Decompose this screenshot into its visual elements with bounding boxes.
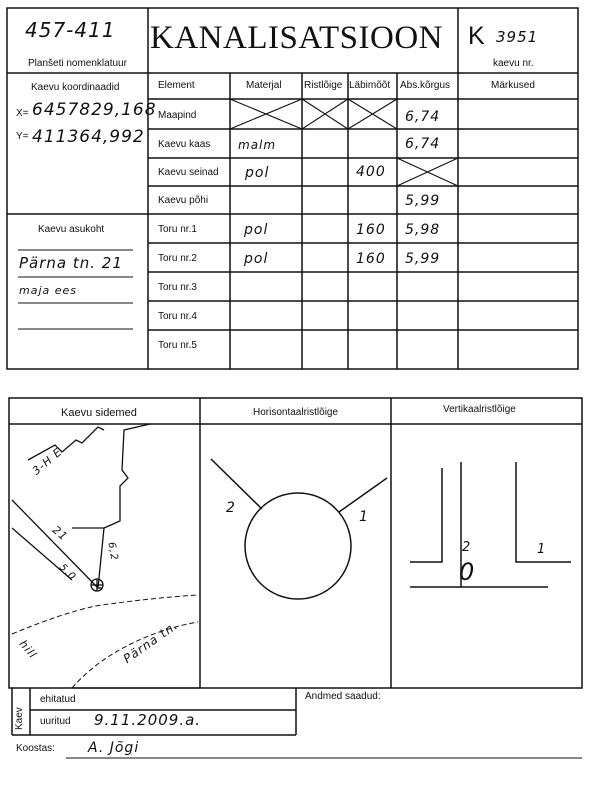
col-vertical-title: Vertikaalristlõige (443, 404, 516, 415)
well-number: 3951 (496, 28, 539, 46)
row-height: 6,74 (405, 136, 441, 152)
dimension-62: 6,2 (105, 541, 120, 562)
row-diameter: 160 (356, 222, 386, 238)
row-height: 5,99 (405, 193, 441, 209)
dimension-50: 5,0 (56, 561, 79, 584)
vertical-pipe-2: 2 (462, 540, 472, 555)
compiled-by-signature: A. Jõgi (88, 740, 140, 756)
horizontal-section (211, 459, 387, 599)
row-element: Toru nr.4 (158, 311, 197, 322)
header-section: Ristlõige (304, 80, 343, 91)
col-horizontal-title: Horisontaalristlõige (253, 407, 339, 418)
col-connections-title: Kaevu sidemed (61, 407, 137, 419)
well-side-label: Kaev (14, 707, 25, 730)
vertical-section (410, 462, 571, 587)
well-number-label: kaevu nr. (493, 58, 534, 69)
row-element: Kaevu kaas (158, 139, 211, 150)
row-element: Kaevu põhi (158, 195, 209, 206)
row-element: Toru nr.1 (158, 224, 197, 235)
y-coordinate: 411364,992 (32, 127, 145, 147)
coordinates-label: Kaevu koordinaadid (31, 82, 120, 93)
dimension-21: 21 (49, 523, 71, 544)
header-abs-height: Abs.kõrgus (400, 80, 451, 91)
horizontal-pipe-2: 2 (226, 500, 236, 516)
vertical-pipe-1: 1 (537, 542, 547, 557)
surveyed-date: 9.11.2009.a. (94, 711, 202, 729)
location-line-1: Pärna tn. 21 (19, 254, 123, 272)
header-material: Materjal (246, 80, 282, 91)
header-element: Element (158, 80, 195, 91)
location-label: Kaevu asukoht (38, 224, 105, 235)
row-element: Toru nr.3 (158, 282, 197, 293)
street-label: Pärna tn. (120, 618, 181, 666)
x-coordinate: 6457829,168 (32, 100, 157, 120)
compiled-by-label: Koostas: (16, 743, 55, 754)
house-label: 3-H E (29, 445, 65, 478)
row-diameter: 400 (356, 164, 386, 180)
vertical-bottom-mark: 0 (459, 558, 476, 586)
header-diameter: Läbimõõt (349, 80, 391, 91)
row-height: 6,74 (405, 109, 441, 125)
row-diameter: 160 (356, 251, 386, 267)
row-height: 5,99 (405, 251, 441, 267)
map-sheet-number: 457-411 (25, 18, 116, 42)
well-code: K (468, 22, 485, 50)
side-label: hill (16, 637, 40, 662)
surveyed-label: uuritud (40, 716, 71, 727)
row-element: Maapind (158, 110, 197, 121)
data-source-label: Andmed saadud: (305, 691, 381, 702)
row-material: malm (238, 138, 277, 152)
document-title: KANALISATSIOON (150, 20, 443, 56)
row-material: pol (244, 222, 269, 238)
map-sheet-label: Planšeti nomenklatuur (28, 58, 127, 69)
row-material: pol (245, 165, 270, 181)
row-element: Kaevu seinad (158, 167, 219, 178)
row-element: Toru nr.5 (158, 340, 197, 351)
row-height: 5,98 (405, 222, 441, 238)
built-label: ehitatud (40, 694, 76, 705)
row-element: Toru nr.2 (158, 253, 197, 264)
row-material: pol (244, 251, 269, 267)
horizontal-pipe-1: 1 (359, 509, 369, 525)
y-prefix: Y= (16, 131, 29, 142)
location-line-2: maja ees (19, 284, 78, 297)
x-prefix: X= (16, 108, 29, 119)
header-notes: Märkused (491, 80, 535, 91)
